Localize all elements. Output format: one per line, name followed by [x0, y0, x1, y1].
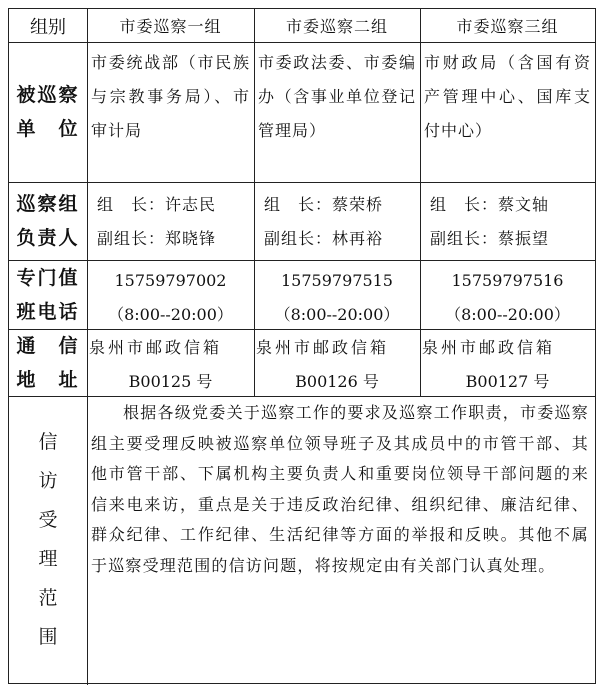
duty-hours: （8:00--20:00）: [108, 305, 233, 324]
units-row-label: [9, 42, 87, 182]
label-line: 班电话: [16, 300, 80, 323]
leaders-row-label: [9, 182, 87, 260]
complaint-scope-text: 根据各级党委关于巡察工作的要求及巡察工作职责，市委巡察组主要受理反映被巡察单位领导班子及其成员中的市管干部、其他市管干部、下属机构主要负责人和重要岗位领导干部问题的来信来电来访，重点是关于违反政治纪律、组织纪律、廉洁纪律、群众纪律、工作纪律、生活纪律等方面的举报和反映。其他不属于巡察受理范围的信访问题，将按规定由有关部门认真处理。: [91, 403, 589, 575]
label-line: 巡察组: [16, 193, 80, 215]
po-box-line: 泉州市邮政信箱: [89, 338, 223, 357]
group-3-address: [420, 329, 595, 396]
label-line: 专门值: [16, 266, 80, 289]
duty-hours: （8:00--20:00）: [445, 305, 570, 324]
group-1-hotline: [87, 260, 254, 329]
group-2-address: [254, 329, 420, 396]
group-3-inspected-units: 市财政局（含国有资产管理中心、国库支付中心）: [424, 53, 591, 140]
po-box-line: 泉州市邮政信箱: [422, 338, 556, 357]
scope-row-label: [9, 396, 87, 683]
phone-number: 15759797516: [451, 271, 564, 290]
group-1-address: [87, 329, 254, 396]
label-line: 通 信: [16, 334, 80, 357]
group-1-inspected-units: 市委统战部（市民族与宗教事务局）、市审计局: [91, 53, 250, 140]
deputy-leader: 副组长：郑晓锋: [97, 229, 217, 248]
label-char: 范: [38, 586, 58, 609]
group-3-title: 市委巡察三组: [456, 17, 559, 36]
label-line: 单 位: [16, 118, 80, 140]
label-char: 围: [38, 625, 58, 648]
group-2-title: 市委巡察二组: [285, 17, 388, 36]
group-2-hotline: [254, 260, 420, 329]
inspection-info-table: [8, 8, 596, 684]
label-char: 受: [38, 508, 58, 531]
group-3-leaders: [420, 182, 595, 260]
group-leader: 组 长：蔡文轴: [430, 195, 550, 214]
hotline-row-label: [9, 260, 87, 329]
group-leader: 组 长：蔡荣桥: [264, 195, 384, 214]
label-char: 访: [38, 469, 58, 492]
label-char: 信: [38, 430, 58, 453]
deputy-leader: 副组长：林再裕: [264, 229, 384, 248]
label-line: 负责人: [16, 227, 80, 249]
group-2-inspected-units: 市委政法委、市委编办（含事业单位登记管理局）: [258, 53, 416, 140]
group-1-title: 市委巡察一组: [119, 17, 222, 36]
duty-hours: （8:00--20:00）: [274, 305, 400, 324]
label-char: 理: [38, 547, 58, 570]
group-2-leaders: [254, 182, 420, 260]
label-line: 被巡察: [16, 84, 80, 106]
address-row-label: [9, 329, 87, 396]
po-box-line: 泉州市邮政信箱: [256, 338, 390, 357]
deputy-leader: 副组长：蔡振望: [430, 229, 550, 248]
po-box-number: B00126 号: [295, 372, 379, 391]
po-box-number: B00127 号: [465, 372, 550, 391]
group-3-hotline: [420, 260, 595, 329]
phone-number: 15759797002: [114, 271, 227, 290]
header-label: 组别: [30, 16, 66, 38]
group-leader: 组 长：许志民: [97, 195, 217, 214]
phone-number: 15759797515: [281, 271, 393, 290]
label-line: 地 址: [16, 368, 80, 391]
po-box-number: B00125 号: [128, 372, 213, 391]
group-1-leaders: [87, 182, 254, 260]
